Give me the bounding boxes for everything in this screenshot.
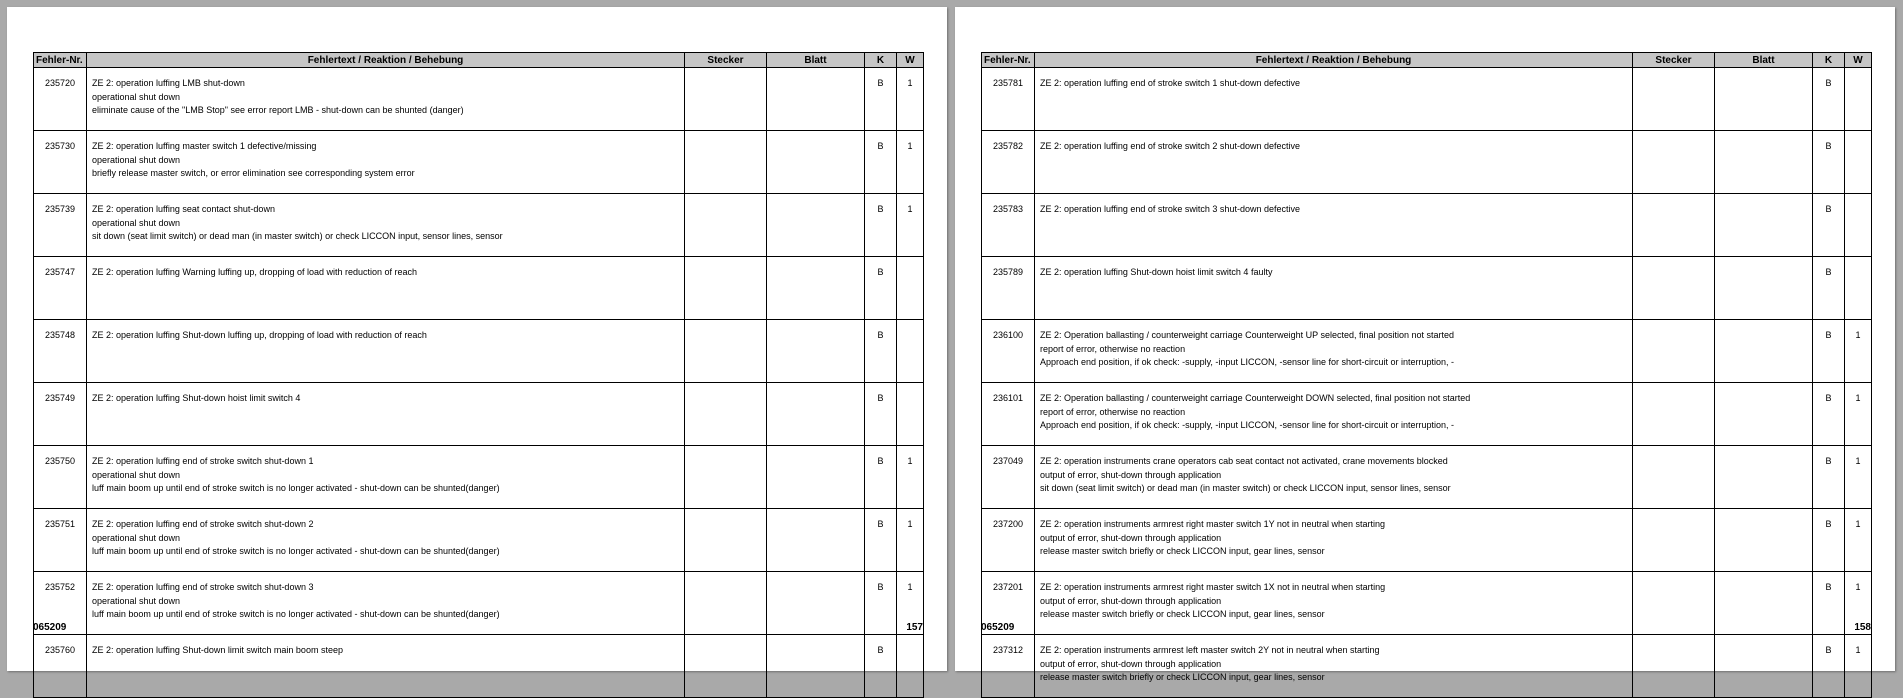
error-text-line: operational shut down bbox=[92, 91, 181, 102]
blatt-cell bbox=[767, 68, 865, 131]
blatt-cell bbox=[767, 635, 865, 698]
k-cell: B bbox=[1813, 320, 1845, 383]
col-header-w: W bbox=[897, 53, 924, 68]
error-text-line bbox=[92, 406, 680, 420]
error-text bbox=[87, 194, 685, 257]
error-text bbox=[87, 131, 685, 194]
col-header-fehler-nr: Fehler-Nr. bbox=[982, 53, 1035, 68]
blatt-cell bbox=[767, 320, 865, 383]
error-text-line: luff main boom up until end of stroke switch is no longer activated - shut-down can be shunted(danger) bbox=[92, 609, 500, 619]
error-text-line: ZE 2: operation luffing Shut-down luffing up, dropping of load with reduction of reach bbox=[92, 330, 427, 340]
error-text bbox=[1035, 635, 1633, 698]
k-cell: B bbox=[1813, 194, 1845, 257]
stecker-cell bbox=[1633, 509, 1715, 572]
k-cell: B bbox=[1813, 131, 1845, 194]
blatt-cell bbox=[767, 509, 865, 572]
w-cell: 1 bbox=[1845, 572, 1872, 635]
blatt-cell bbox=[1715, 383, 1813, 446]
error-number: 235782 bbox=[982, 131, 1035, 194]
table-row bbox=[34, 635, 924, 698]
table-header-row bbox=[34, 53, 924, 68]
col-header-fehlertext: Fehlertext / Reaktion / Behebung bbox=[87, 53, 685, 68]
table-row bbox=[982, 320, 1872, 383]
error-number: 235752 bbox=[34, 572, 87, 635]
k-cell: B bbox=[865, 572, 897, 635]
error-text bbox=[87, 635, 685, 698]
error-text-line bbox=[92, 343, 680, 357]
k-cell: B bbox=[1813, 383, 1845, 446]
table-row bbox=[982, 509, 1872, 572]
error-text-line bbox=[1040, 293, 1628, 307]
error-text-line: output of error, shut-down through application bbox=[1040, 532, 1222, 543]
document-page-right bbox=[955, 7, 1895, 682]
table-row bbox=[982, 635, 1872, 698]
col-header-fehlertext: Fehlertext / Reaktion / Behebung bbox=[1035, 53, 1633, 68]
document-code: 065209 bbox=[33, 622, 67, 633]
error-text-line: report of error, otherwise no reaction bbox=[1040, 406, 1186, 417]
blatt-cell bbox=[1715, 572, 1813, 635]
error-text bbox=[1035, 320, 1633, 383]
k-cell: B bbox=[865, 635, 897, 698]
col-header-blatt: Blatt bbox=[1715, 53, 1813, 68]
blatt-cell bbox=[1715, 68, 1813, 131]
table-row bbox=[34, 68, 924, 131]
w-cell bbox=[1845, 68, 1872, 131]
k-cell: B bbox=[1813, 446, 1845, 509]
error-table bbox=[33, 52, 924, 698]
error-text-line: ZE 2: operation instruments crane operators cab seat contact not activated, crane movements blocked bbox=[1040, 456, 1448, 466]
error-number: 237049 bbox=[982, 446, 1035, 509]
blatt-cell bbox=[1715, 131, 1813, 194]
table-row bbox=[34, 383, 924, 446]
col-header-blatt: Blatt bbox=[767, 53, 865, 68]
error-text-line bbox=[1040, 280, 1628, 294]
error-text-line: release master switch briefly or check LICCON input, gear lines, sensor bbox=[1040, 546, 1325, 556]
w-cell bbox=[1845, 257, 1872, 320]
stecker-cell bbox=[1633, 194, 1715, 257]
error-text-line: release master switch briefly or check LICCON input, gear lines, sensor bbox=[1040, 672, 1325, 682]
error-text bbox=[1035, 383, 1633, 446]
w-cell bbox=[897, 383, 924, 446]
error-text-line: ZE 2: operation luffing end of stroke switch shut-down 2 bbox=[92, 519, 314, 529]
error-number: 235760 bbox=[34, 635, 87, 698]
stecker-cell bbox=[685, 320, 767, 383]
page-number: 158 bbox=[1854, 622, 1871, 633]
error-text-line: sit down (seat limit switch) or dead man (in master switch) or check LICCON input, sensor lines, sensor bbox=[1040, 483, 1451, 493]
stecker-cell bbox=[685, 68, 767, 131]
error-text-line: briefly release master switch, or error elimination see corresponding system error bbox=[92, 168, 415, 178]
k-cell: B bbox=[1813, 572, 1845, 635]
blatt-cell bbox=[1715, 635, 1813, 698]
w-cell: 1 bbox=[1845, 383, 1872, 446]
blatt-cell bbox=[767, 572, 865, 635]
table-row bbox=[34, 131, 924, 194]
stecker-cell bbox=[685, 572, 767, 635]
error-text-line: ZE 2: operation luffing Shut-down limit switch main boom steep bbox=[92, 645, 343, 655]
stecker-cell bbox=[1633, 572, 1715, 635]
table-row bbox=[982, 68, 1872, 131]
error-number: 237312 bbox=[982, 635, 1035, 698]
stecker-cell bbox=[1633, 257, 1715, 320]
stecker-cell bbox=[1633, 320, 1715, 383]
w-cell: 1 bbox=[1845, 446, 1872, 509]
w-cell bbox=[897, 257, 924, 320]
w-cell bbox=[897, 635, 924, 698]
error-text-line: report of error, otherwise no reaction bbox=[1040, 343, 1186, 354]
blatt-cell bbox=[1715, 446, 1813, 509]
error-text bbox=[87, 572, 685, 635]
error-text-line: ZE 2: operation luffing end of stroke switch shut-down 1 bbox=[92, 456, 314, 466]
col-header-w: W bbox=[1845, 53, 1872, 68]
error-number: 236101 bbox=[982, 383, 1035, 446]
error-text-line: eliminate cause of the "LMB Stop" see error report LMB - shut-down can be shunted (danger) bbox=[92, 105, 464, 115]
stecker-cell bbox=[685, 194, 767, 257]
w-cell bbox=[1845, 131, 1872, 194]
error-number: 235748 bbox=[34, 320, 87, 383]
k-cell: B bbox=[865, 509, 897, 572]
error-text-line: output of error, shut-down through application bbox=[1040, 469, 1222, 480]
error-text bbox=[87, 446, 685, 509]
error-text-line: sit down (seat limit switch) or dead man (in master switch) or check LICCON input, sensor lines, sensor bbox=[92, 231, 503, 241]
w-cell: 1 bbox=[897, 194, 924, 257]
error-text-line bbox=[92, 419, 680, 433]
w-cell: 1 bbox=[897, 509, 924, 572]
error-text bbox=[1035, 257, 1633, 320]
k-cell: B bbox=[1813, 257, 1845, 320]
error-text-line bbox=[1040, 154, 1628, 168]
table-row bbox=[34, 257, 924, 320]
stecker-cell bbox=[1633, 446, 1715, 509]
col-header-stecker: Stecker bbox=[685, 53, 767, 68]
error-text-line: operational shut down bbox=[92, 154, 181, 165]
error-number: 235781 bbox=[982, 68, 1035, 131]
error-text-line: operational shut down bbox=[92, 595, 181, 606]
blatt-cell bbox=[1715, 509, 1813, 572]
table-row bbox=[982, 446, 1872, 509]
table-row bbox=[982, 131, 1872, 194]
error-text-line: operational shut down bbox=[92, 532, 181, 543]
error-text-line bbox=[92, 280, 680, 294]
blatt-cell bbox=[1715, 194, 1813, 257]
col-header-fehler-nr: Fehler-Nr. bbox=[34, 53, 87, 68]
k-cell: B bbox=[1813, 509, 1845, 572]
stecker-cell bbox=[685, 383, 767, 446]
table-row bbox=[982, 383, 1872, 446]
col-header-k: K bbox=[865, 53, 897, 68]
k-cell: B bbox=[865, 320, 897, 383]
error-text bbox=[87, 68, 685, 131]
error-number: 235730 bbox=[34, 131, 87, 194]
k-cell: B bbox=[1813, 68, 1845, 131]
table-row bbox=[982, 194, 1872, 257]
w-cell: 1 bbox=[897, 68, 924, 131]
error-text-line bbox=[1040, 91, 1628, 105]
error-text-line: ZE 2: operation instruments armrest left master switch 2Y not in neutral when starting bbox=[1040, 645, 1380, 655]
error-text bbox=[87, 509, 685, 572]
k-cell: B bbox=[865, 68, 897, 131]
error-text-line: operational shut down bbox=[92, 217, 181, 228]
error-number: 235720 bbox=[34, 68, 87, 131]
error-table bbox=[981, 52, 1872, 698]
blatt-cell bbox=[767, 194, 865, 257]
error-text-line bbox=[92, 658, 680, 672]
error-text bbox=[1035, 446, 1633, 509]
table-row bbox=[982, 572, 1872, 635]
error-text-line: ZE 2: operation instruments armrest right master switch 1X not in neutral when starting bbox=[1040, 582, 1386, 592]
stecker-cell bbox=[685, 257, 767, 320]
error-number: 235747 bbox=[34, 257, 87, 320]
error-number: 235783 bbox=[982, 194, 1035, 257]
document-code: 065209 bbox=[981, 622, 1015, 633]
error-text-line bbox=[1040, 217, 1628, 231]
error-text-line: ZE 2: operation luffing end of stroke switch 3 shut-down defective bbox=[1040, 204, 1300, 214]
w-cell bbox=[1845, 194, 1872, 257]
error-text-line: Approach end position, if ok check: -supply, -input LICCON, -sensor line for short-circuit or interruption, - bbox=[1040, 357, 1455, 367]
w-cell: 1 bbox=[897, 446, 924, 509]
col-header-k: K bbox=[1813, 53, 1845, 68]
table-header-row bbox=[982, 53, 1872, 68]
error-number: 235789 bbox=[982, 257, 1035, 320]
error-text-line bbox=[1040, 167, 1628, 181]
table-row bbox=[34, 572, 924, 635]
error-number: 236100 bbox=[982, 320, 1035, 383]
error-text-line bbox=[1040, 104, 1628, 118]
error-number: 235751 bbox=[34, 509, 87, 572]
error-text-line bbox=[92, 356, 680, 370]
table-row bbox=[34, 509, 924, 572]
k-cell: B bbox=[1813, 635, 1845, 698]
blatt-cell bbox=[767, 131, 865, 194]
blatt-cell bbox=[1715, 320, 1813, 383]
stecker-cell bbox=[685, 131, 767, 194]
error-text-line: ZE 2: operation instruments armrest right master switch 1Y not in neutral when starting bbox=[1040, 519, 1385, 529]
blatt-cell bbox=[1715, 257, 1813, 320]
error-text-line: luff main boom up until end of stroke switch is no longer activated - shut-down can be shunted(danger) bbox=[92, 546, 500, 556]
blatt-cell bbox=[767, 383, 865, 446]
blatt-cell bbox=[767, 257, 865, 320]
error-text-line: ZE 2: operation luffing end of stroke switch shut-down 3 bbox=[92, 582, 314, 592]
stecker-cell bbox=[685, 635, 767, 698]
error-text-line: ZE 2: Operation ballasting / counterweight carriage Counterweight DOWN selected, final position not started bbox=[1040, 393, 1471, 403]
w-cell: 1 bbox=[897, 572, 924, 635]
error-number: 235749 bbox=[34, 383, 87, 446]
w-cell: 1 bbox=[1845, 320, 1872, 383]
error-text bbox=[1035, 572, 1633, 635]
error-text-line bbox=[92, 293, 680, 307]
error-text bbox=[1035, 131, 1633, 194]
error-text bbox=[1035, 194, 1633, 257]
error-text bbox=[87, 383, 685, 446]
stecker-cell bbox=[1633, 635, 1715, 698]
error-text-line: release master switch briefly or check LICCON input, gear lines, sensor bbox=[1040, 609, 1325, 619]
stecker-cell bbox=[1633, 68, 1715, 131]
error-text-line: output of error, shut-down through application bbox=[1040, 658, 1222, 669]
k-cell: B bbox=[865, 383, 897, 446]
error-text-line: ZE 2: operation luffing Shut-down hoist limit switch 4 bbox=[92, 393, 301, 403]
error-number: 237200 bbox=[982, 509, 1035, 572]
error-number: 235750 bbox=[34, 446, 87, 509]
stecker-cell bbox=[1633, 383, 1715, 446]
error-text bbox=[87, 320, 685, 383]
k-cell: B bbox=[865, 446, 897, 509]
w-cell: 1 bbox=[1845, 509, 1872, 572]
error-text bbox=[1035, 509, 1633, 572]
w-cell: 1 bbox=[1845, 635, 1872, 698]
error-text bbox=[87, 257, 685, 320]
error-text bbox=[1035, 68, 1633, 131]
k-cell: B bbox=[865, 194, 897, 257]
error-number: 235739 bbox=[34, 194, 87, 257]
error-text-line bbox=[92, 671, 680, 685]
error-text-line: output of error, shut-down through application bbox=[1040, 595, 1222, 606]
error-number: 237201 bbox=[982, 572, 1035, 635]
col-header-stecker: Stecker bbox=[1633, 53, 1715, 68]
error-text-line: ZE 2: operation luffing Warning luffing up, dropping of load with reduction of reach bbox=[92, 267, 418, 277]
w-cell bbox=[897, 320, 924, 383]
stecker-cell bbox=[685, 446, 767, 509]
table-row bbox=[34, 320, 924, 383]
stecker-cell bbox=[1633, 131, 1715, 194]
error-text-line: ZE 2: operation luffing seat contact shut-down bbox=[92, 204, 275, 214]
w-cell: 1 bbox=[897, 131, 924, 194]
table-row bbox=[34, 446, 924, 509]
table-row bbox=[34, 194, 924, 257]
error-text-line: ZE 2: operation luffing Shut-down hoist limit switch 4 faulty bbox=[1040, 267, 1273, 277]
error-text-line: ZE 2: operation luffing master switch 1 defective/missing bbox=[92, 141, 317, 151]
k-cell: B bbox=[865, 257, 897, 320]
error-text-line: ZE 2: operation luffing end of stroke switch 2 shut-down defective bbox=[1040, 141, 1300, 151]
error-text-line: operational shut down bbox=[92, 469, 181, 480]
error-text-line: luff main boom up until end of stroke switch is no longer activated - shut-down can be shunted(danger) bbox=[92, 483, 500, 493]
error-text-line: ZE 2: Operation ballasting / counterweight carriage Counterweight UP selected, final position not started bbox=[1040, 330, 1455, 340]
document-page-left bbox=[7, 7, 947, 671]
stecker-cell bbox=[685, 509, 767, 572]
error-text-line: Approach end position, if ok check: -supply, -input LICCON, -sensor line for short-circuit or interruption, - bbox=[1040, 420, 1455, 430]
error-text-line bbox=[1040, 230, 1628, 244]
k-cell: B bbox=[865, 131, 897, 194]
blatt-cell bbox=[767, 446, 865, 509]
error-text-line: ZE 2: operation luffing LMB shut-down bbox=[92, 78, 245, 88]
error-text-line: ZE 2: operation luffing end of stroke switch 1 shut-down defective bbox=[1040, 78, 1300, 88]
table-row bbox=[982, 257, 1872, 320]
page-number: 157 bbox=[906, 622, 923, 633]
